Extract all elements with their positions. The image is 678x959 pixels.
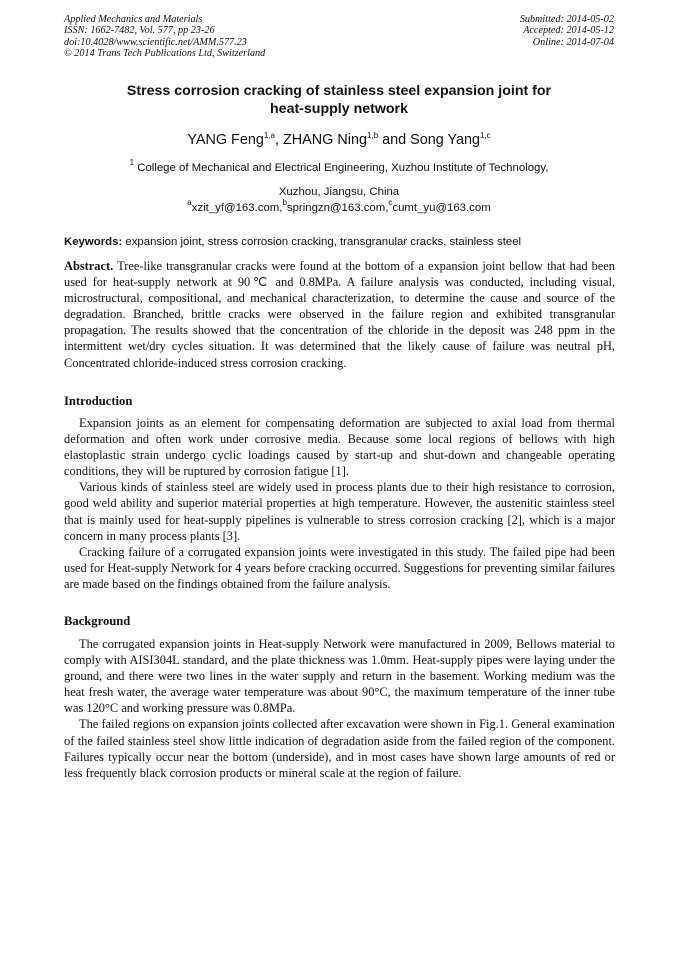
paragraph: Cracking failure of a corrugated expansion joints were investigated in this study. The failed pipe had been used for Heat-supply Network for 4 years before cracking occurred. Suggestions for preventing similar failures are made based on the findings obtained from the failure analysis.: [64, 544, 615, 591]
title-line-1: Stress corrosion cracking of stainless steel expansion joint for: [126, 83, 552, 99]
author-name: Song Yang: [410, 132, 480, 148]
affiliation-line-2: Xuzhou, Jiangsu, China: [278, 186, 400, 198]
affiliation-superscript: 1: [129, 158, 135, 167]
author-emails: [64, 198, 614, 215]
email-link[interactable]: xzit_yf@163.com,: [191, 202, 283, 214]
email-superscript: a: [187, 198, 192, 207]
background-body: [64, 636, 615, 781]
paragraph: Expansion joints as an element for compensating deformation are subjected to axial load from thermal deformation and often work under corrosive media. Because some local regions of bellows with high elastoplastic strain undergo cyclic loadings caused by start-up and shut-down and changeable operating conditions, they will be ruptured by corrosion fatigue [1].: [64, 416, 615, 479]
email-link[interactable]: cumt_yu@163.com: [392, 202, 491, 214]
submitted-date: Submitted: 2014-05-02: [519, 14, 614, 25]
author-name: ZHANG Ning: [282, 132, 367, 148]
title-line-2: heat-supply network: [270, 101, 408, 117]
keywords-label: Keywords:: [64, 236, 123, 248]
issn-line: ISSN: 1662-7482, Vol. 577, pp 23-26: [64, 25, 215, 37]
email-superscript: b: [282, 198, 287, 207]
keywords-text: expansion joint, stress corrosion cracking, transgranular cracks, stainless steel: [122, 236, 522, 248]
author-list: [64, 131, 614, 149]
author-superscript: 1,a: [263, 131, 275, 140]
online-date: Online: 2014-07-04: [532, 36, 614, 48]
paragraph: The corrugated expansion joints in Heat-supply Network were manufactured in 2009, Bellows material to comply with AISI304L standard, and the plate thickness was 1.0mm. Heat-supply pipes were laying under the ground, and there were two lines in the water supply and return in the basement. Working medium was the heat fresh water, the average water temperature was about 90°C, the maximum temperature of the inner tube was 120°C and working pressure was 0.8MPa.: [64, 637, 615, 716]
author-separator: ,: [274, 132, 283, 148]
introduction-body: [64, 415, 615, 592]
journal-header: [64, 14, 265, 60]
paragraph: The failed regions on expansion joints collected after excavation were shown in Fig.1. General examination of the failed stainless steel show little indication of degradation aside from the failed region of the component. Failures typically occur near the bottom (underside), and in most cases have shown large amounts of red or less frequently black corrosion products or mineral scale at the region of failure.: [64, 717, 615, 780]
abstract: [64, 258, 615, 371]
affiliation-line-1: [64, 156, 614, 180]
keywords: [64, 234, 614, 250]
abstract-label: Abstract.: [64, 259, 114, 273]
abstract-text: Tree-like transgranular cracks were found at the bottom of a expansion joint bellow that had been used for heat-supply network at 90℃ and 0.8MPa. A failure analysis was conducted, including visual, microstructural, compositional, and mechanical characterization, to determine the cause and source of the degradation. Branched, brittle cracks were observed in the failure region and exhibited transgranular propagation. The results showed that the concentration of the chloride in the deposit was 248 ppm in the intermittent wet/dry cycles situation. It was determined that the likely cause of failure was neutral pH, Concentrated chloride-induced stress corrosion cracking.: [64, 259, 615, 370]
introduction-heading: Introduction: [64, 394, 133, 408]
affiliation: [64, 156, 614, 204]
affiliation-text: College of Mechanical and Electrical Engineering, Xuzhou Institute of Technology,: [134, 162, 549, 174]
author-name: YANG Feng: [187, 132, 264, 148]
paper-title: [64, 82, 614, 118]
email-link[interactable]: springzn@163.com,: [286, 202, 389, 214]
author-separator: and: [378, 132, 411, 148]
email-superscript: c: [388, 198, 393, 207]
author-superscript: 1,b: [366, 131, 379, 140]
paragraph: Various kinds of stainless steel are widely used in process plants due to their high resistance to corrosion, good weld ability and superior material properties at high temperature. However, the austenitic stainless steel that is mainly used for heat-supply pipelines is vulnerable to stress corrosion cracking [2], which is a major concern in many process plants [3].: [64, 480, 615, 543]
doi-line[interactable]: doi:10.4028/www.scientific.net/AMM.577.23: [64, 36, 247, 48]
accepted-date: Accepted: 2014-05-12: [523, 25, 614, 37]
author-superscript: 1,c: [479, 131, 491, 140]
copyright-line: © 2014 Trans Tech Publications Ltd, Switzerland: [64, 48, 266, 60]
background-heading: Background: [64, 614, 131, 628]
dates-header: [520, 14, 614, 48]
journal-name: Applied Mechanics and Materials: [64, 14, 203, 25]
